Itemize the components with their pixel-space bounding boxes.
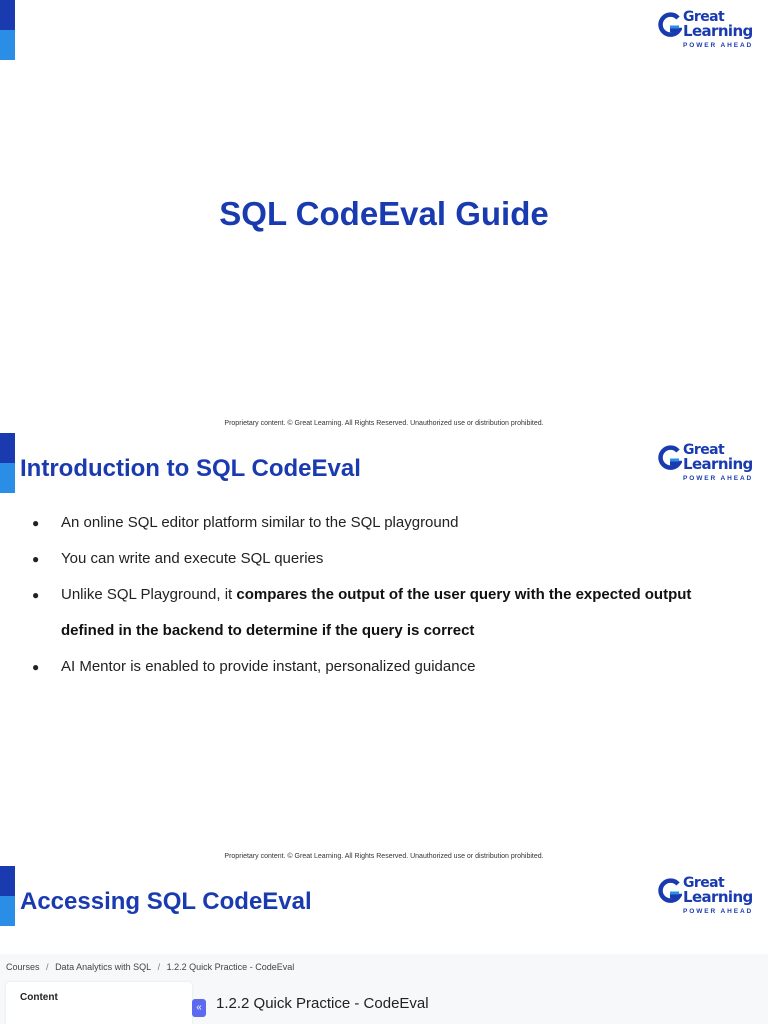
double-chevron-left-icon: «	[196, 1002, 202, 1013]
logo-word-1: Great	[683, 442, 725, 458]
great-learning-logo	[656, 875, 756, 917]
bullet-list	[32, 505, 732, 685]
bullet-icon: ●	[32, 588, 40, 602]
content-sidebar	[6, 982, 192, 1024]
bullet-icon: ●	[32, 552, 40, 566]
great-learning-logo	[656, 9, 756, 51]
logo-word-1: Great	[683, 9, 725, 25]
logo-word-2: Learning	[683, 22, 753, 40]
slide-heading: Introduction to SQL CodeEval	[20, 455, 361, 482]
logo-word-2: Learning	[683, 455, 753, 473]
bullet-icon: ●	[32, 660, 40, 674]
great-learning-logo	[656, 442, 756, 484]
bullet-text-prefix: Unlike SQL Playground, it	[61, 586, 237, 603]
bullet-icon: ●	[32, 516, 40, 530]
list-item	[32, 577, 732, 649]
logo-word-1: Great	[683, 875, 725, 891]
logo-tagline: POWER AHEAD	[683, 42, 754, 49]
breadcrumb-separator: /	[46, 962, 49, 972]
platform-screenshot	[0, 954, 768, 1024]
logo-tagline: POWER AHEAD	[683, 908, 754, 915]
g-logo-icon	[656, 876, 682, 906]
breadcrumb-link-courses[interactable]: Courses	[6, 962, 40, 972]
bullet-text: AI Mentor is enabled to provide instant, personalized guidance	[61, 658, 476, 675]
breadcrumb-link-course[interactable]: Data Analytics with SQL	[55, 962, 152, 972]
accent-bar	[0, 0, 15, 60]
footer-text: Proprietary content. © Great Learning. All Rights Reserved. Unauthorized use or distribution prohibited.	[224, 420, 544, 427]
breadcrumb	[6, 962, 298, 972]
list-item	[32, 541, 732, 577]
page-title: 1.2.2 Quick Practice - CodeEval	[216, 995, 429, 1012]
bullet-text: You can write and execute SQL queries	[61, 550, 324, 567]
slide-heading: Accessing SQL CodeEval	[20, 888, 312, 915]
slide-title	[0, 0, 768, 433]
collapse-sidebar-button[interactable]	[192, 999, 206, 1017]
g-logo-icon	[656, 443, 682, 473]
breadcrumb-current: 1.2.2 Quick Practice - CodeEval	[166, 962, 295, 972]
list-item	[32, 649, 732, 685]
bullet-text: An online SQL editor platform similar to the SQL playground	[61, 514, 459, 531]
bullet-text-bold: compares the output of the user query with the expected output defined in the backend to determine if the query is correct	[61, 586, 692, 639]
g-logo-icon	[656, 10, 682, 40]
cover-title: SQL CodeEval Guide	[219, 195, 549, 232]
breadcrumb-separator: /	[157, 962, 161, 972]
footer-text: Proprietary content. © Great Learning. All Rights Reserved. Unauthorized use or distribution prohibited.	[224, 853, 544, 860]
sidebar-title: Content	[20, 992, 58, 1003]
slide-introduction	[0, 433, 768, 866]
logo-word-2: Learning	[683, 888, 753, 906]
accent-bar	[0, 433, 15, 493]
accent-bar	[0, 866, 15, 926]
logo-tagline: POWER AHEAD	[683, 475, 754, 482]
list-item	[32, 505, 732, 541]
slide-accessing	[0, 866, 768, 1024]
